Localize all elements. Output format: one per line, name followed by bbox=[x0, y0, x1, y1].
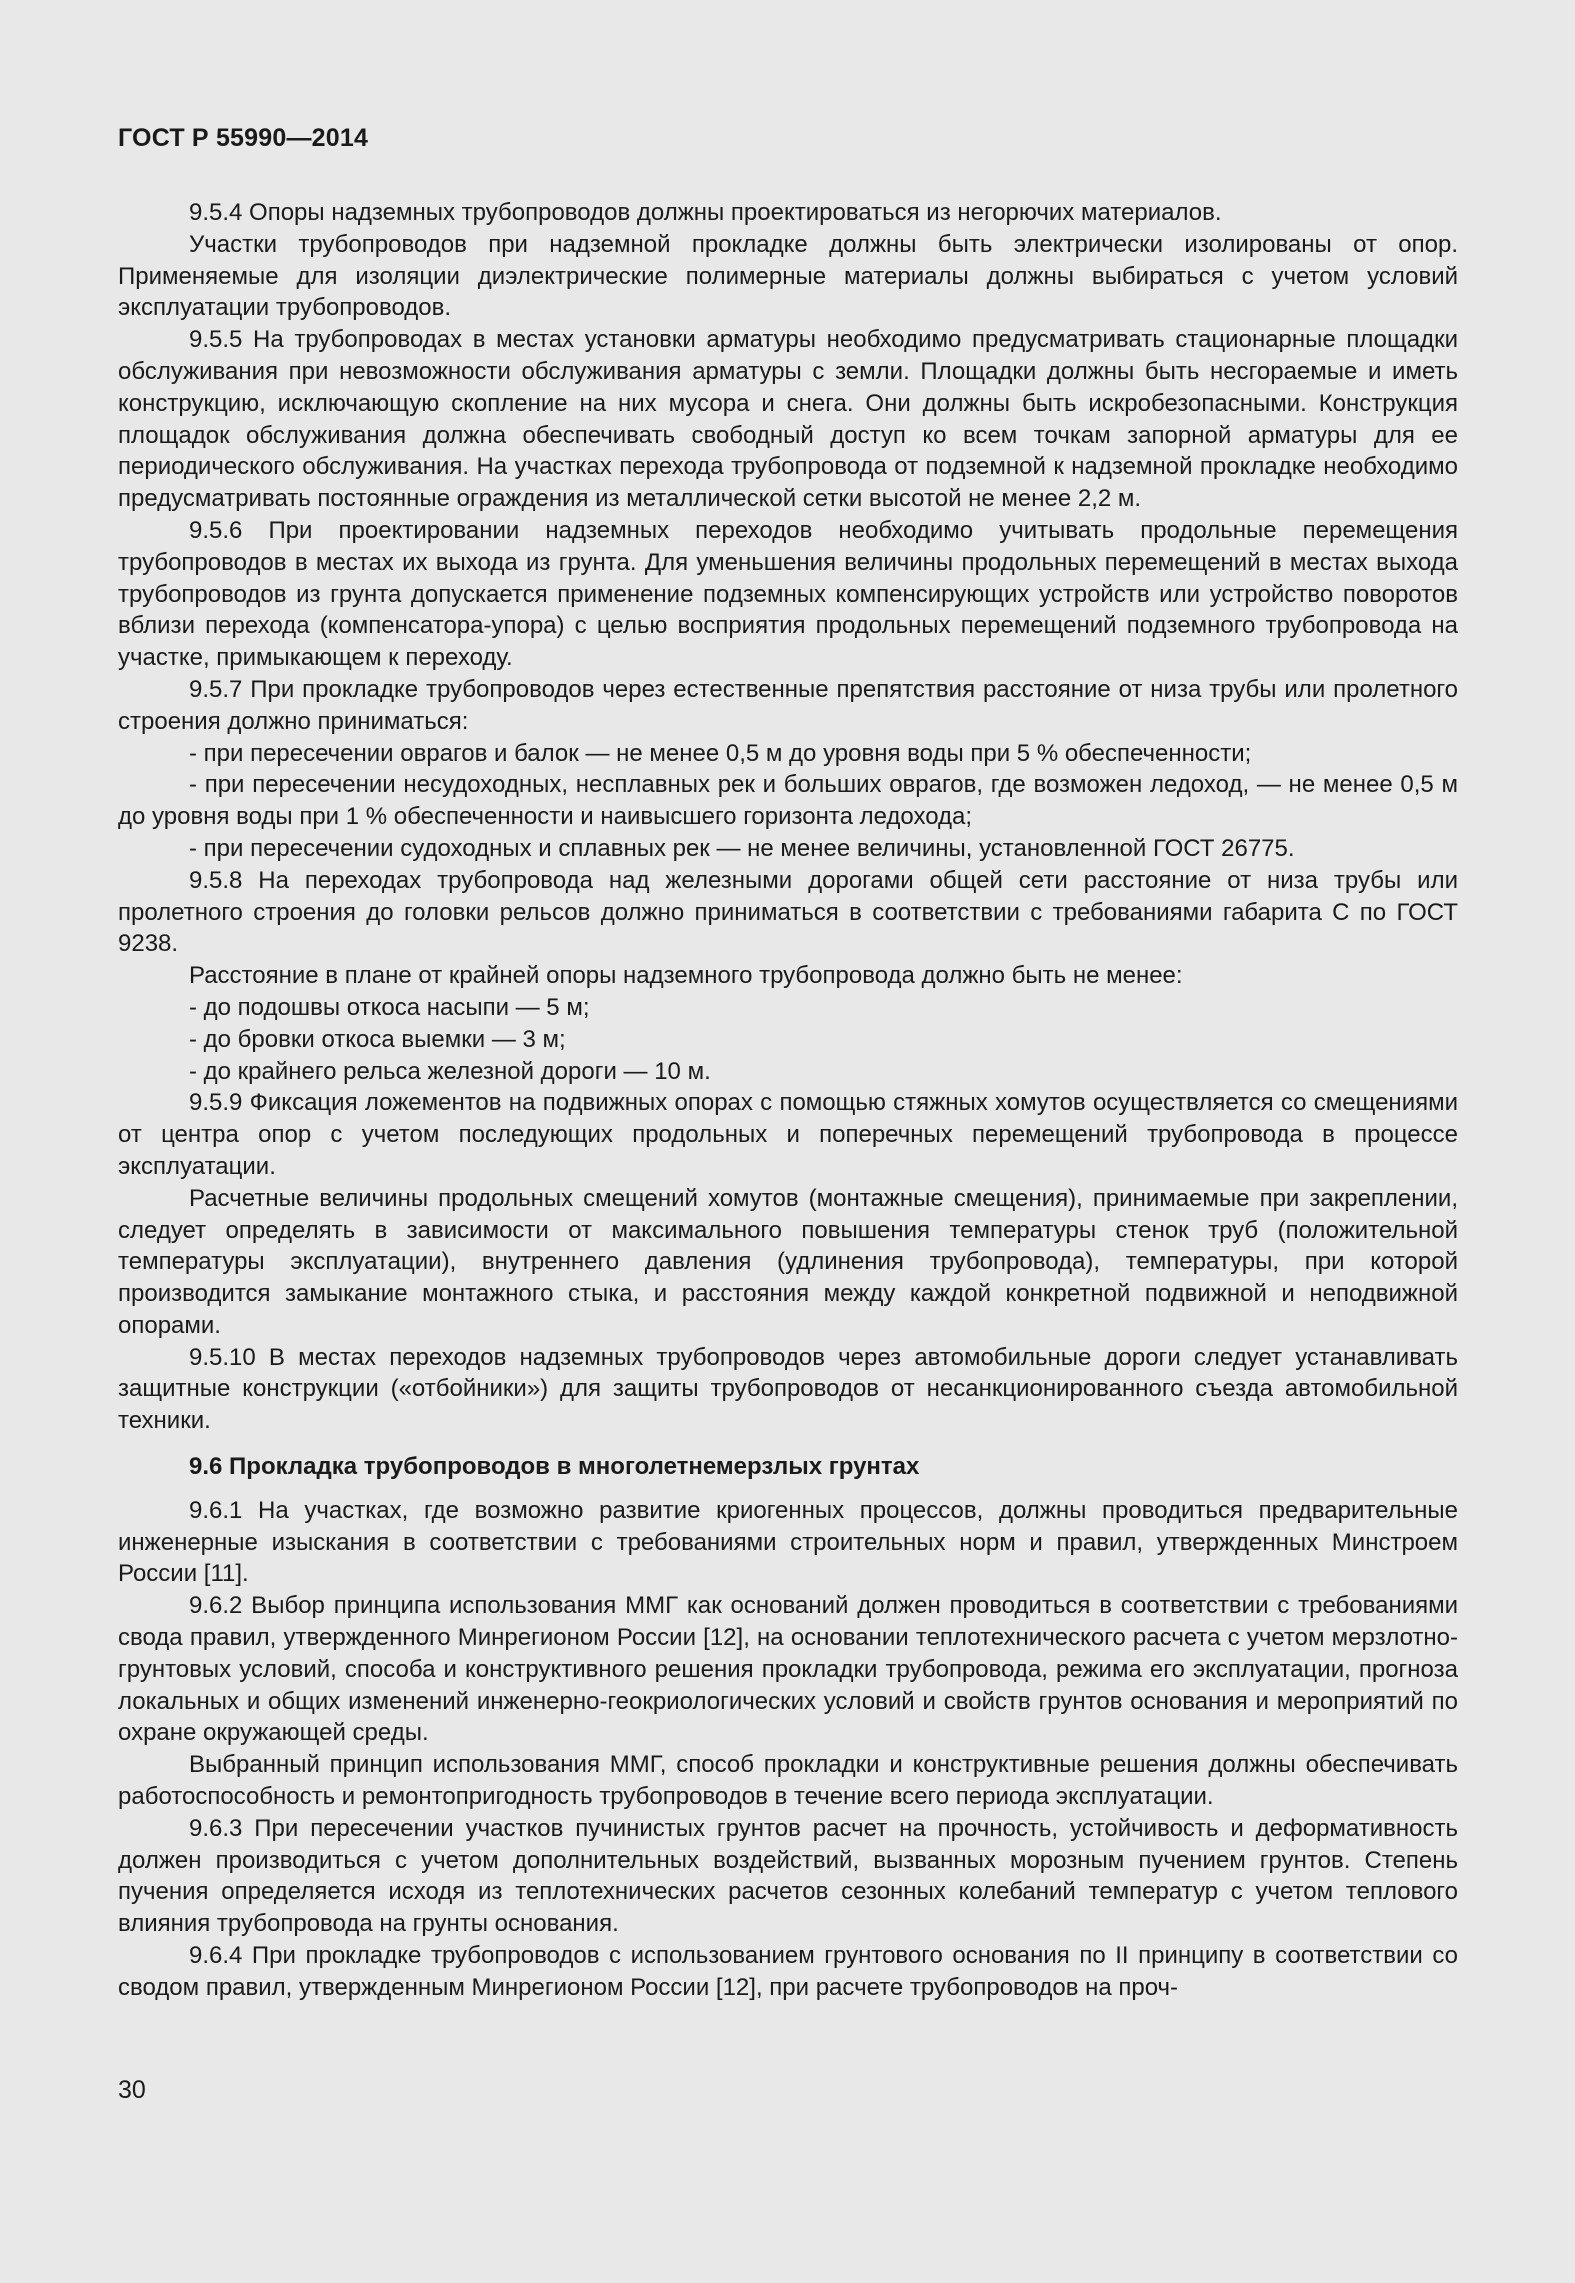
paragraph: Выбранный принцип использования ММГ, способ прокладки и конструктивные решения должны обеспечивать работоспособность и ремонтопригодность трубопроводов в течение всего периода эксплуатации. bbox=[118, 1751, 1458, 1811]
paragraph: 9.5.9 Фиксация ложементов на подвижных опорах с помощью стяжных хомутов осуществляется со смещениями от центра опор с учетом последующих продольных и поперечных перемещений трубопровода в процессе эксплуатации. bbox=[118, 1089, 1458, 1180]
list-item: - до подошвы откоса насыпи — 5 м; bbox=[189, 993, 590, 1021]
paragraph: Расстояние в плане от крайней опоры надземного трубопровода должно быть не менее: bbox=[189, 962, 1183, 990]
list-item: - до бровки откоса выемки — 3 м; bbox=[189, 1025, 566, 1053]
list-item: - при пересечении судоходных и сплавных рек — не менее величины, установленной ГОСТ 26775. bbox=[189, 834, 1295, 862]
paragraph: 9.6.2 Выбор принципа использования ММГ как оснований должен проводиться в соответствии с требованиями свода правил, утвержденного Минрегионом России [12], на основании теплотехнического расчета с учетом мерзлотно-грунтовых условий, способа и конструктивного решения прокладки трубопровода, режима его эксплуатации, прогноза локальных и общих изменений инженерно-геокриологических условий и свойств грунтов основания и мероприятий по охране окружающей среды. bbox=[118, 1592, 1458, 1747]
document-body bbox=[118, 197, 1458, 2004]
paragraph: 9.5.10 В местах переходов надземных трубопроводов через автомобильные дороги следует устанавливать защитные конструкции («отбойники») для защиты трубопроводов от несанкционированного съезда автомобильной техники. bbox=[118, 1343, 1458, 1435]
list-item: - при пересечении оврагов и балок — не менее 0,5 м до уровня воды при 5 % обеспеченности; bbox=[189, 739, 1252, 767]
paragraph: 9.6.1 На участках, где возможно развитие криогенных процессов, должны проводиться предварительные инженерные изыскания в соответствии с требованиями строительных норм и правил, утвержденных Минстроем России [11]. bbox=[118, 1496, 1458, 1588]
paragraph: Расчетные величины продольных смещений хомутов (монтажные смещения), принимаемые при закреплении, следует определять в зависимости от максимального повышения температуры стенок труб (положительной температуры эксплуатации), внутреннего давления (удлинения трубопровода), температуры, при которой производится замыкание монтажного стыка, и расстояния между каждой конкретной подвижной и неподвижной опорами. bbox=[118, 1184, 1458, 1339]
list-item: - до крайнего рельса железной дороги — 10 м. bbox=[189, 1057, 711, 1085]
page-number: 30 bbox=[118, 2076, 146, 2104]
paragraph: 9.6.4 При прокладке трубопроводов с использованием грунтового основания по II принципу в соответствии со сводом правил, утвержденным Минрегионом России [12], при расчете трубопроводов на проч- bbox=[118, 1942, 1458, 2001]
paragraph: 9.5.8 На переходах трубопровода над железными дорогами общей сети расстояние от низа трубы или пролетного строения до головки рельсов должно приниматься в соответствии с требованиями габарита С по ГОСТ 9238. bbox=[118, 866, 1458, 958]
list-item: - при пересечении несудоходных, несплавных рек и больших оврагов, где возможен ледоход, — не менее 0,5 м до уровня воды при 1 % обеспеченности и наивысшего горизонта ледохода; bbox=[118, 771, 1458, 831]
paragraph: 9.5.5 На трубопроводах в местах установки арматуры необходимо предусматривать стационарные площадки обслуживания при невозможности обслуживания арматуры с земли. Площадки должны быть несгораемые и иметь конструкцию, исключающую скопление на них мусора и снега. Они должны быть искробезопасными. Конструкция площадок обслуживания должна обеспечивать свободный доступ ко всем точкам запорной арматуры для ее периодического обслуживания. На участках перехода трубопровода от подземной к надземной прокладке необходимо предусматривать постоянные ограждения из металлической сетки высотой не менее 2,2 м. bbox=[118, 326, 1458, 513]
paragraph: 9.6.3 При пересечении участков пучинистых грунтов расчет на прочность, устойчивость и деформативность должен производиться с учетом дополнительных воздействий, вызванных морозным пучением грунтов. Степень пучения определяется исходя из теплотехнических расчетов сезонных колебаний температур с учетом теплового влияния трубопровода на грунты основания. bbox=[118, 1814, 1458, 1938]
section-title: 9.6 Прокладка трубопроводов в многолетнемерзлых грунтах bbox=[189, 1453, 920, 1481]
paragraph: 9.5.6 При проектировании надземных переходов необходимо учитывать продольные перемещения трубопроводов в местах их выхода из грунта. Для уменьшения величины продольных перемещений в местах выхода трубопроводов из грунта допускается применение подземных компенсирующих устройств или устройство поворотов вблизи перехода (компенсатора-упора) с целью восприятия продольных перемещений подземного трубопровода на участке, примыкающем к переходу. bbox=[118, 516, 1458, 672]
paragraph: Участки трубопроводов при надземной прокладке должны быть электрически изолированы от опор. Применяемые для изоляции диэлектрические полимерные материалы должны выбираться с учетом условий эксплуатации трубопроводов. bbox=[118, 230, 1458, 322]
paragraph: 9.5.7 При прокладке трубопроводов через естественные препятствия расстояние от низа трубы или пролетного строения должно приниматься: bbox=[118, 675, 1458, 735]
document-header: ГОСТ Р 55990—2014 bbox=[118, 124, 369, 152]
paragraph: 9.5.4 Опоры надземных трубопроводов должны проектироваться из негорючих материалов. bbox=[189, 199, 1222, 226]
